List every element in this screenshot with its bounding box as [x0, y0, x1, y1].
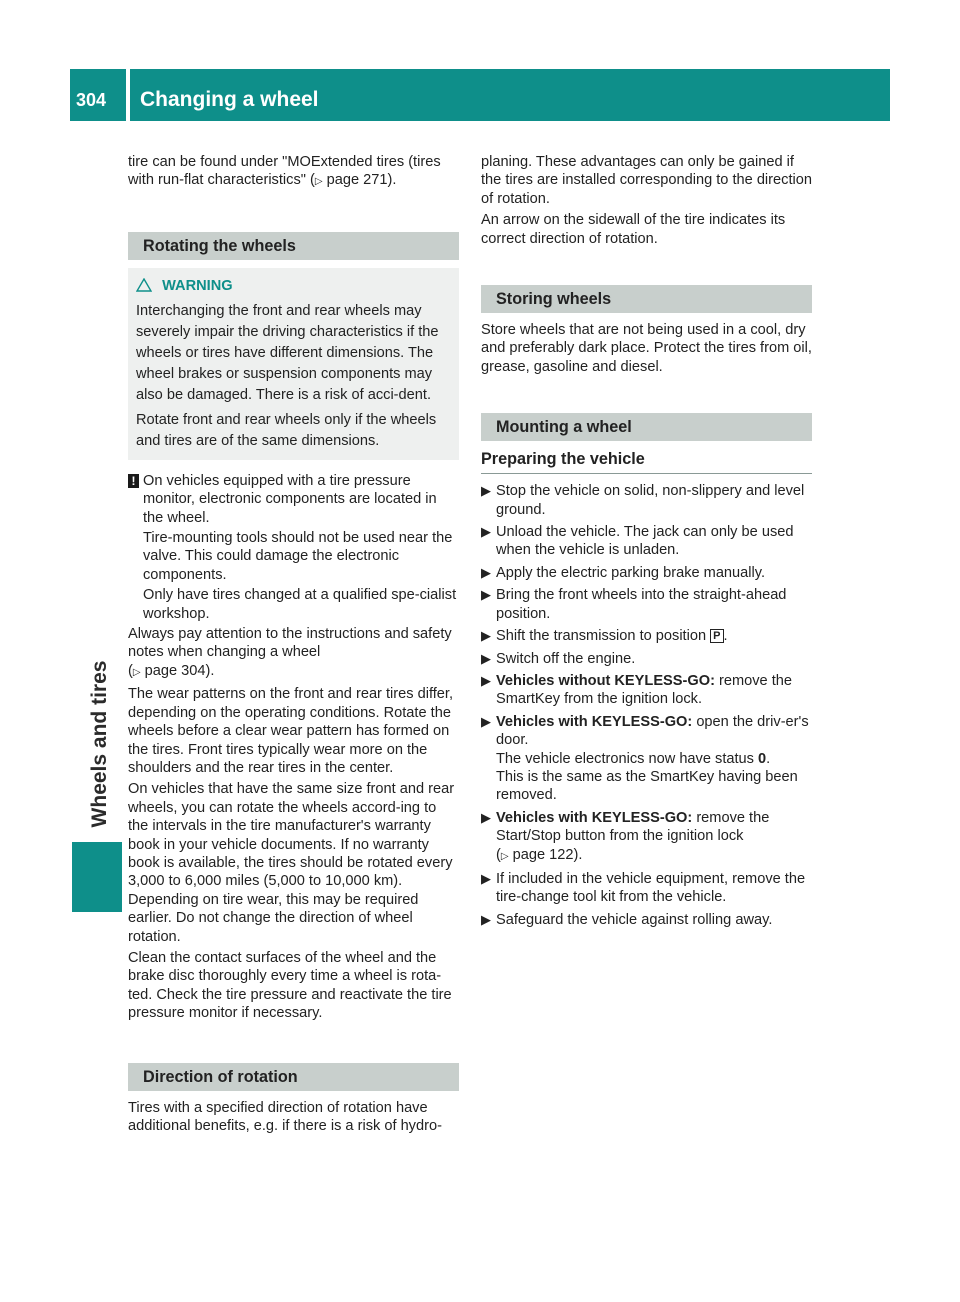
- arrow-bullet-icon: ▶: [481, 911, 491, 927]
- subheading-preparing: Preparing the vehicle: [481, 448, 812, 474]
- notice-text: Tire-mounting tools should not be used near the valve. This could damage the electronic components.: [143, 530, 453, 583]
- notice-block: [128, 472, 459, 623]
- list-item: ▶ Switch off the engine.: [481, 650, 636, 667]
- list-item: ▶ Safeguard the vehicle against rolling away.: [481, 911, 773, 928]
- page-ref-arrow-icon: ▷: [314, 176, 323, 188]
- list-item: ▶ Vehicles without KEYLESS-GO: remove the SmartKey from the ignition lock.: [481, 672, 793, 708]
- warning-text: Interchanging the front and rear wheels may severely impair the driving characteristics if the wheels or tires have different dimensions. The wheel brakes or suspension components may also be damaged. There is a risk of acci-dent.: [136, 302, 439, 403]
- warning-text: Rotate front and rear wheels only if the wheels and tires are of the same dimensions.: [136, 411, 437, 449]
- section-heading-rotating: Rotating the wheels: [128, 232, 459, 260]
- paragraph: On vehicles that have the same size front and rear wheels, you can rotate the wheels accord-ing to the intervals in the tire manufacturer's warranty book in your vehicle documents. If no warranty book is available, the tires should be rotated every 3,000 to 6,000 miles (5,000 to 10,000 km). Depending on tire wear, this may be required earlier. Do not change the direction of wheel rotation.: [128, 781, 455, 945]
- warning-box: [128, 268, 459, 460]
- list-item: ▶ Shift the transmission to position P .: [481, 628, 728, 645]
- list-item: ▶ Unload the vehicle. The jack can only be used when the vehicle is unladen.: [481, 524, 794, 559]
- list-item: ▶ Vehicles with KEYLESS-GO: open the driv-er's door. The vehicle electronics now have status 0. This is the same as the SmartKey having been removed.: [481, 713, 809, 804]
- list-item: ▶ Apply the electric parking brake manually.: [481, 564, 766, 581]
- paragraph: Tires with a specified direction of rotation have additional benefits, e.g. if there is a risk of hydro-: [128, 1099, 442, 1134]
- arrow-bullet-icon: ▶: [481, 628, 491, 644]
- page-ref-link[interactable]: page 122).: [512, 846, 583, 863]
- header-divider: [126, 69, 130, 121]
- page-ref-link[interactable]: page 271).: [326, 172, 397, 189]
- side-tab-marker: [72, 842, 122, 912]
- paragraph: The wear patterns on the front and rear tires differ, depending on the operating conditions. Rotate the wheels before a clear wear pattern has formed on the tires. Front tires typically wear more on the shoulders and the rear tires in the center.: [128, 686, 454, 776]
- intro-paragraph: tire can be found under "MOExtended tires (tires with run-flat characteristics" (▷ page 271).: [128, 154, 441, 189]
- warning-title: WARNING: [162, 277, 233, 294]
- arrow-bullet-icon: ▶: [481, 483, 491, 499]
- list-item: ▶ Stop the vehicle on solid, non-slippery and level ground.: [481, 483, 805, 518]
- paragraph: Clean the contact surfaces of the wheel and the brake disc thoroughly every time a wheel is rota-ted. Check the tire pressure and reactivate the tire pressure monitor if necessary.: [128, 949, 452, 1022]
- page-ref-link[interactable]: page 304).: [144, 662, 215, 679]
- right-column: [481, 153, 812, 933]
- park-position-symbol: P: [710, 629, 723, 643]
- side-section-label-text: Wheels and tires: [88, 660, 111, 828]
- arrow-bullet-icon: ▶: [481, 713, 491, 729]
- list-item: ▶ Bring the front wheels into the straight-ahead position.: [481, 587, 787, 622]
- list-item: ▶ Vehicles with KEYLESS-GO: remove the Start/Stop button from the ignition lock (▷ page 122).: [481, 809, 770, 863]
- arrow-bullet-icon: ▶: [481, 870, 491, 886]
- section-heading-direction: Direction of rotation: [128, 1063, 459, 1091]
- page-ref-arrow-icon: ▷: [500, 850, 509, 862]
- arrow-bullet-icon: ▶: [481, 587, 491, 603]
- step-list: [481, 482, 812, 929]
- side-section-label: [70, 654, 130, 834]
- notice-text: Only have tires changed at a qualified spe-cialist workshop.: [143, 587, 457, 622]
- paragraph: Store wheels that are not being used in a cool, dry and preferably dark place. Protect the tires from oil, grease, gasoline and diesel.: [481, 322, 812, 375]
- section-heading-storing: Storing wheels: [481, 285, 812, 313]
- section-heading-mounting: Mounting a wheel: [481, 413, 812, 441]
- list-item: ▶ If included in the vehicle equipment, remove the tire-change tool kit from the vehicle.: [481, 870, 806, 906]
- arrow-bullet-icon: ▶: [481, 564, 491, 580]
- status-value: 0: [758, 750, 767, 767]
- warning-triangle-icon: [136, 278, 152, 292]
- arrow-bullet-icon: ▶: [481, 524, 491, 540]
- arrow-bullet-icon: ▶: [481, 650, 491, 666]
- paragraph: planing. These advantages can only be gained if the tires are installed corresponding to the direction of rotation.: [481, 154, 812, 207]
- exclamation-icon: !: [128, 474, 139, 488]
- notice-text: On vehicles equipped with a tire pressure monitor, electronic components are located in the wheel.: [143, 472, 437, 526]
- page-title: Changing a wheel: [140, 88, 319, 111]
- page-ref-arrow-icon: ▷: [132, 666, 141, 678]
- arrow-bullet-icon: ▶: [481, 809, 491, 825]
- left-column: [128, 153, 459, 1138]
- arrow-bullet-icon: ▶: [481, 672, 491, 688]
- paragraph: Always pay attention to the instructions and safety notes when changing a wheel (▷ page 304).: [128, 626, 452, 679]
- page-number: 304: [76, 90, 107, 110]
- paragraph: An arrow on the sidewall of the tire indicates its correct direction of rotation.: [481, 212, 786, 247]
